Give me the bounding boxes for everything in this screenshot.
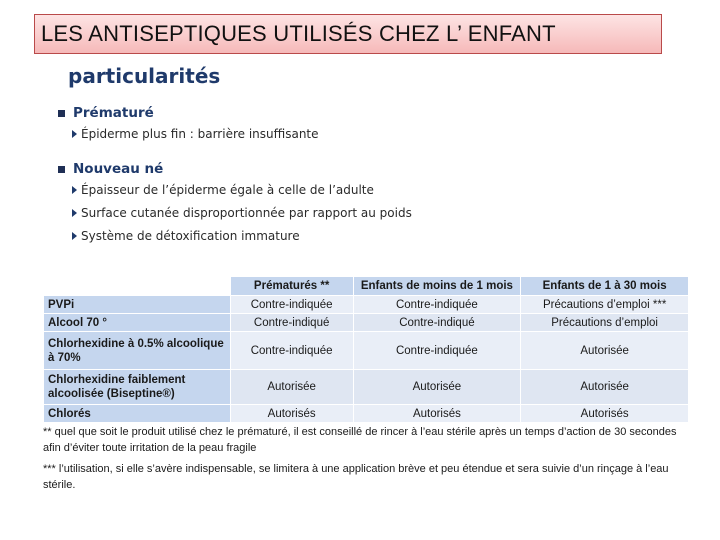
table-cell: Contre-indiquée — [230, 332, 353, 370]
list-item-text: Système de détoxification immature — [81, 228, 300, 243]
table-row — [44, 370, 689, 405]
table-row — [44, 296, 689, 314]
group-label: Prématuré — [73, 105, 154, 121]
footnote: *** l’utilisation, si elle s’avère indispensable, se limitera à une application brève et peu étendue et sera suivie d’un rinçage à l’eau stérile. — [43, 463, 669, 491]
table-row — [44, 332, 689, 370]
table-cell: Autorisés — [353, 405, 521, 423]
bullet-arrow-icon — [72, 130, 77, 138]
table-cell: Autorisés — [521, 405, 689, 423]
page-title: LES ANTISEPTIQUES UTILISÉS CHEZ L’ ENFANT — [41, 21, 556, 46]
table-header-cell: Prématurés ** — [230, 277, 353, 296]
list-item-text: Surface cutanée disproportionnée par rapport au poids — [81, 205, 412, 220]
list-item — [58, 224, 412, 247]
list-item — [58, 178, 412, 201]
list-item-text: Épiderme plus fin : barrière insuffisante — [81, 126, 319, 141]
footnote: ** quel que soit le produit utilisé chez le prématuré, il est conseillé de rincer à l’eau stérile après un temps d’action de 30 secondes afin d’éviter toute irritation de la peau fragile — [43, 426, 677, 454]
antiseptics-table — [43, 276, 689, 423]
table-row-header: PVPi — [44, 296, 231, 314]
table-row-header: Alcool 70 ° — [44, 314, 231, 332]
table-header-cell — [44, 277, 231, 296]
table-row-header: Chlorhexidine à 0.5% alcoolique à 70% — [44, 332, 231, 370]
table-cell: Contre-indiquée — [230, 296, 353, 314]
group-premature — [58, 104, 319, 145]
table-cell: Contre-indiqué — [353, 314, 521, 332]
table-header-row — [44, 277, 689, 296]
bullet-arrow-icon — [72, 232, 77, 240]
table-cell: Autorisés — [230, 405, 353, 423]
table-cell: Contre-indiquée — [353, 332, 521, 370]
table-cell: Autorisée — [230, 370, 353, 405]
table-row-header: Chlorhexidine faiblement alcoolisée (Biseptine®) — [44, 370, 231, 405]
table-row — [44, 405, 689, 423]
list-item — [58, 201, 412, 224]
bullet-square-icon — [58, 110, 65, 117]
table-row — [44, 314, 689, 332]
table-cell: Autorisée — [521, 332, 689, 370]
table-row-header: Chlorés — [44, 405, 231, 423]
table-header-cell: Enfants de 1 à 30 mois — [521, 277, 689, 296]
group-header — [58, 160, 412, 178]
table-cell: Autorisée — [353, 370, 521, 405]
group-newborn — [58, 160, 412, 247]
bullet-arrow-icon — [72, 209, 77, 217]
group-label: Nouveau né — [73, 161, 164, 177]
section-subheading: particularités — [68, 64, 221, 88]
table-footnotes — [43, 424, 683, 498]
list-item — [58, 122, 319, 145]
group-header — [58, 104, 319, 122]
table-cell: Contre-indiquée — [353, 296, 521, 314]
table-cell: Précautions d’emploi *** — [521, 296, 689, 314]
list-item-text: Épaisseur de l’épiderme égale à celle de l’adulte — [81, 182, 374, 197]
table-cell: Autorisée — [521, 370, 689, 405]
bullet-arrow-icon — [72, 186, 77, 194]
title-banner — [34, 14, 662, 54]
table-header-cell: Enfants de moins de 1 mois — [353, 277, 521, 296]
table-cell: Précautions d’emploi — [521, 314, 689, 332]
bullet-square-icon — [58, 166, 65, 173]
table-cell: Contre-indiqué — [230, 314, 353, 332]
